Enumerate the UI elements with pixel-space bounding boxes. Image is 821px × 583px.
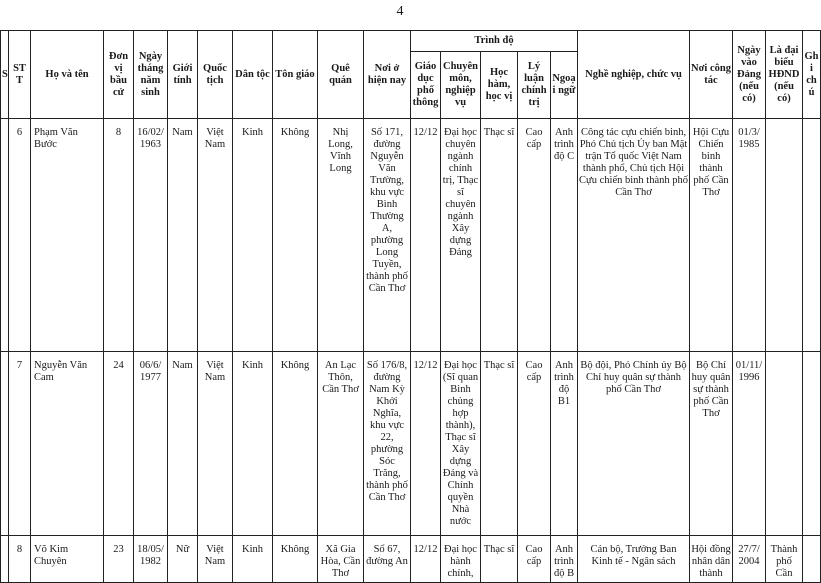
cell-name: Võ Kim Chuyên [31, 536, 104, 583]
cell-occupation: Công tác cựu chiến binh, Phó Chủ tịch Ủy ban Mặt trận Tổ quốc Việt Nam thành phố, Chủ tịch Hội Cựu chiến binh thành phố Cần Thơ [578, 119, 690, 352]
header-dob: Ngày tháng năm sinh [134, 31, 168, 119]
cell-note [803, 119, 821, 352]
header-name: Họ và tên [31, 31, 104, 119]
cell-note [803, 536, 821, 583]
cell-occupation: Bộ đội, Phó Chính ủy Bộ Chỉ huy quân sự thành phố Cần Thơ [578, 352, 690, 536]
cell-stt: 8 [9, 536, 31, 583]
header-occupation: Nghề nghiệp, chức vụ [578, 31, 690, 119]
header-note: Ghi chú [803, 31, 821, 119]
candidate-table [0, 30, 821, 583]
cell-gender: Nam [168, 352, 198, 536]
cell-hometown: Nhị Long, Vĩnh Long [318, 119, 364, 352]
cell-edu-language: Anh trình độ B1 [551, 352, 578, 536]
cell-party-date: 27/7/ 2004 [733, 536, 766, 583]
header-party-date: Ngày vào Đảng (nếu có) [733, 31, 766, 119]
cell-nationality: Việt Nam [198, 119, 233, 352]
cell-stt: 7 [9, 352, 31, 536]
cell-delegate [766, 352, 803, 536]
cell-edu-professional: Đại học (Sĩ quan Binh chủng hợp thành), Thạc sĩ Xây dựng Đảng và Chính quyền Nhà nước [441, 352, 481, 536]
header-ethnicity: Dân tộc [233, 31, 273, 119]
table-row [1, 119, 821, 352]
cell-gender: Nam [168, 119, 198, 352]
cell-edu-general: 12/12 [411, 352, 441, 536]
cell-stt: 6 [9, 119, 31, 352]
cell-edu-general: 12/12 [411, 536, 441, 583]
cell-ethnicity: Kinh [233, 536, 273, 583]
table-row [1, 352, 821, 536]
cell-party-date: 01/11/ 1996 [733, 352, 766, 536]
cell-edu-political: Cao cấp [518, 536, 551, 583]
cell-unit: 24 [104, 352, 134, 536]
header-edu-academic: Học hàm, học vị [481, 52, 518, 119]
cell-dob: 16/02/ 1963 [134, 119, 168, 352]
cell-ethnicity: Kinh [233, 119, 273, 352]
cell-residence: Số 171, đường Nguyễn Văn Trường, khu vực Bình Thường A, phường Long Tuyền, thành phố Cần Thơ [364, 119, 411, 352]
cell-name: Phạm Văn Bước [31, 119, 104, 352]
cell-workplace: Bộ Chỉ huy quân sự thành phố Cần Thơ [690, 352, 733, 536]
cell-edu-academic: Thạc sĩ [481, 352, 518, 536]
header-residence: Nơi ở hiện nay [364, 31, 411, 119]
cell-occupation: Cán bộ, Trưởng Ban Kinh tế - Ngân sách [578, 536, 690, 583]
cell-edu-professional: Đại học chuyên ngành chính trị, Thạc sĩ chuyên ngành Xây dựng Đảng [441, 119, 481, 352]
header-nationality: Quốc tịch [198, 31, 233, 119]
cell-edu-academic: Thạc sĩ [481, 119, 518, 352]
header-education: Trình độ [411, 31, 578, 52]
header-edu-general: Giáo dục phổ thông [411, 52, 441, 119]
header-delegate: Là đại biểu HĐND (nếu có) [766, 31, 803, 119]
cell-ethnicity: Kinh [233, 352, 273, 536]
cell-edu-political: Cao cấp [518, 352, 551, 536]
cell-party-date: 01/3/ 1985 [733, 119, 766, 352]
cell-edu-language: Anh trình độ B [551, 536, 578, 583]
cell-dob: 06/6/ 1977 [134, 352, 168, 536]
cell-blank [1, 536, 9, 583]
header-workplace: Nơi công tác [690, 31, 733, 119]
header-religion: Tôn giáo [273, 31, 318, 119]
header-gender: Giới tính [168, 31, 198, 119]
header-edu-language: Ngoại ngữ [551, 52, 578, 119]
header-edu-professional: Chuyên môn, nghiệp vụ [441, 52, 481, 119]
header-row-1 [1, 31, 821, 52]
cell-religion: Không [273, 352, 318, 536]
cell-edu-general: 12/12 [411, 119, 441, 352]
cell-edu-academic: Thạc sĩ [481, 536, 518, 583]
cell-hometown: Xã Gia Hòa, Cần Thơ [318, 536, 364, 583]
cell-residence: Số 67, đường An [364, 536, 411, 583]
cell-hometown: An Lạc Thôn, Cần Thơ [318, 352, 364, 536]
cell-delegate [766, 119, 803, 352]
header-edu-political: Lý luận chính trị [518, 52, 551, 119]
cell-residence: Số 176/8, đường Nam Kỳ Khởi Nghĩa, khu vực 22, phường Sóc Trăng, thành phố Cần Thơ [364, 352, 411, 536]
cell-blank [1, 352, 9, 536]
cell-dob: 18/05/ 1982 [134, 536, 168, 583]
cell-unit: 8 [104, 119, 134, 352]
header-unit: Đơn vị bầu cử [104, 31, 134, 119]
cell-edu-language: Anh trình độ C [551, 119, 578, 352]
cell-blank [1, 119, 9, 352]
header-stt: STT [9, 31, 31, 119]
cell-gender: Nữ [168, 536, 198, 583]
cell-nationality: Việt Nam [198, 536, 233, 583]
cell-workplace: Hội đồng nhân dân thành [690, 536, 733, 583]
header-hometown: Quê quán [318, 31, 364, 119]
cell-nationality: Việt Nam [198, 352, 233, 536]
cell-religion: Không [273, 119, 318, 352]
table-row [1, 536, 821, 583]
cell-edu-professional: Đại học hành chính, [441, 536, 481, 583]
page-number: 4 [396, 4, 404, 19]
cell-note [803, 352, 821, 536]
header-stt-prefix: S [1, 31, 9, 119]
cell-delegate: Thành phố Cần [766, 536, 803, 583]
cell-workplace: Hội Cựu Chiến binh thành phố Cần Thơ [690, 119, 733, 352]
cell-religion: Không [273, 536, 318, 583]
cell-unit: 23 [104, 536, 134, 583]
cell-edu-political: Cao cấp [518, 119, 551, 352]
cell-name: Nguyễn Văn Cam [31, 352, 104, 536]
